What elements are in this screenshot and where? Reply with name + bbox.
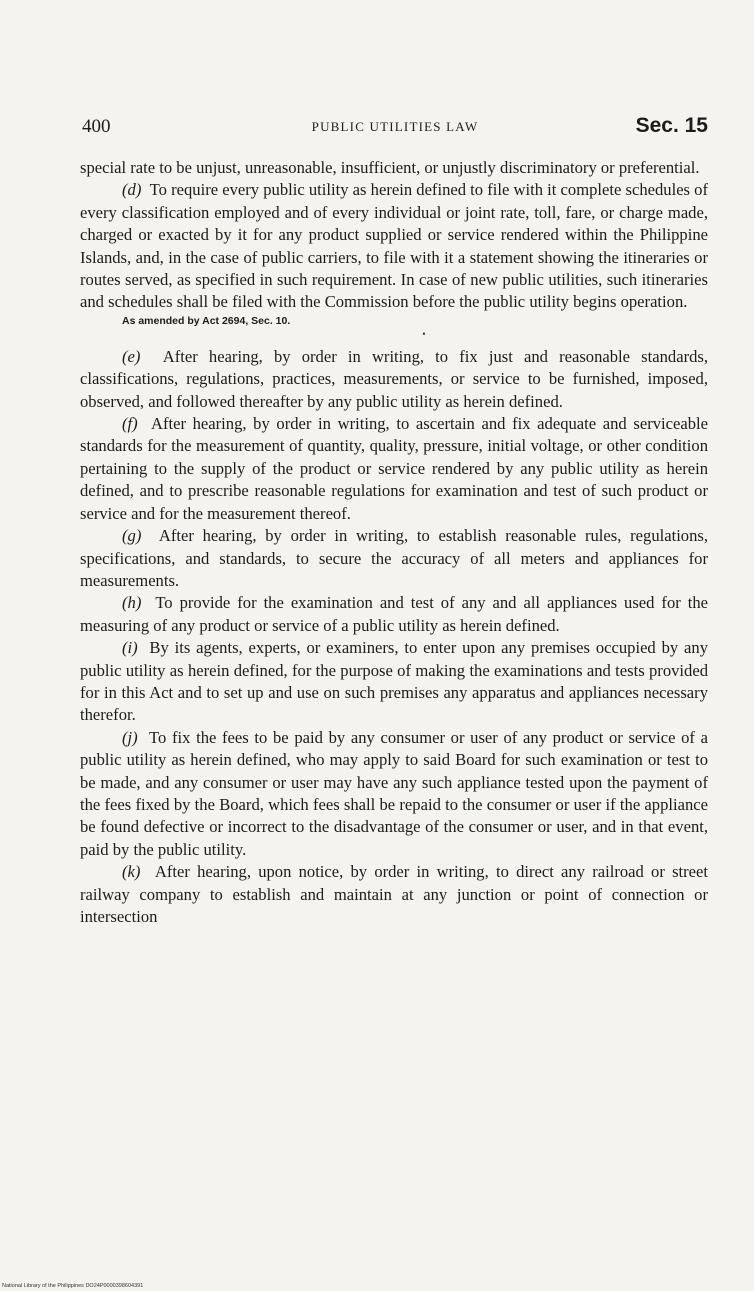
paragraph-intro (80, 157, 708, 179)
paragraph-j (80, 727, 708, 861)
paragraph-text: To provide for the examination and test of any and all appliances used for the measuring of any product or service of a public utility as herein defined. (80, 593, 709, 635)
paragraph-k (80, 861, 708, 928)
paragraph-text: To require every public utility as herein defined to file with it complete schedules of every classification employed and of every individual or joint rate, toll, fare, or charge made, charged or exacted by it for any product supplied or service rendered within the Philippine Islands, and, in the case of public carriers, to file with it a statement showing the itineraries or routes served, as specified in such requirement. In case of new public utilities, such itineraries and schedules shall be filed with the Commission before the public utility begins operation. (80, 180, 708, 312)
paragraph-i (80, 637, 708, 727)
paragraph-g (80, 525, 708, 592)
paragraph-label: (k) (122, 862, 141, 882)
scan-identifier: National Library of the Philippines DO24P0000398604391 (2, 1283, 144, 1289)
paragraph-h (80, 592, 708, 637)
section-reference: Sec. 15 (635, 114, 708, 137)
paragraph-text: After hearing, by order in writing, to fix just and reasonable standards, classifications, regulations, practices, measurements, or service to be furnished, imposed, observed, and followed thereafter by any public utility as herein defined. (80, 346, 708, 411)
paragraph-text: To fix the fees to be paid by any consumer or user of any product or service of a public utility as herein defined, who may apply to said Board for such examination or test to be made, and any consumer or user may have any such appliance tested upon the payment of the fees fixed by the Board, which fees shall be repaid to the consumer or user if the appliance be found defective or incorrect to the disadvantage of the consumer or user, and in that event, paid by the public utility. (80, 727, 708, 859)
paragraph-label: (f) (122, 414, 138, 434)
amendment-note: As amended by Act 2694, Sec. 10. (122, 314, 291, 327)
paragraph-label: (j) (122, 727, 138, 747)
paragraph-text: After hearing, by order in writing, to ascertain and fix adequate and serviceable standards for the measurement of quantity, quality, pressure, initial voltage, or other condition pertaining to the supply of the product or service rendered by any public utility as herein defined, and to prescribe reasonable regulations for examination and test of such product or service and for the measurement thereof. (80, 414, 708, 523)
page-number: 400 (82, 116, 111, 137)
paragraph-text: By its agents, experts, or examiners, to enter upon any premises occupied by any public utility as herein defined, for the purpose of making the examinations and tests provided for in this Act and to set up and use on such premises any apparatus and appliances necessary therefor. (80, 638, 709, 725)
paragraph-e (80, 346, 708, 413)
separator-mark: • (422, 328, 426, 339)
paragraph-d (80, 179, 708, 313)
paragraph-text: After hearing, upon notice, by order in writing, to direct any railroad or street railway company to establish and maintain at any junction or point of connection or intersection (80, 862, 709, 926)
body-text (80, 157, 708, 928)
paragraph-label: (e) (122, 346, 141, 366)
paragraph-text: special rate to be unjust, unreasonable, insufficient, or unjustly discriminatory or preferential. (80, 158, 700, 177)
paragraph-label: (i) (122, 638, 138, 658)
page-header (82, 116, 708, 146)
paragraph-f (80, 413, 708, 525)
paragraph-label: (h) (122, 593, 142, 613)
paragraph-label: (g) (122, 526, 142, 546)
running-title: PUBLIC UTILITIES LAW (311, 119, 479, 134)
paragraph-text: After hearing, by order in writing, to establish reasonable rules, regulations, specifications, and standards, to secure the accuracy of all meters and appliances for measurements. (80, 526, 709, 590)
paragraph-label: (d) (122, 180, 142, 200)
